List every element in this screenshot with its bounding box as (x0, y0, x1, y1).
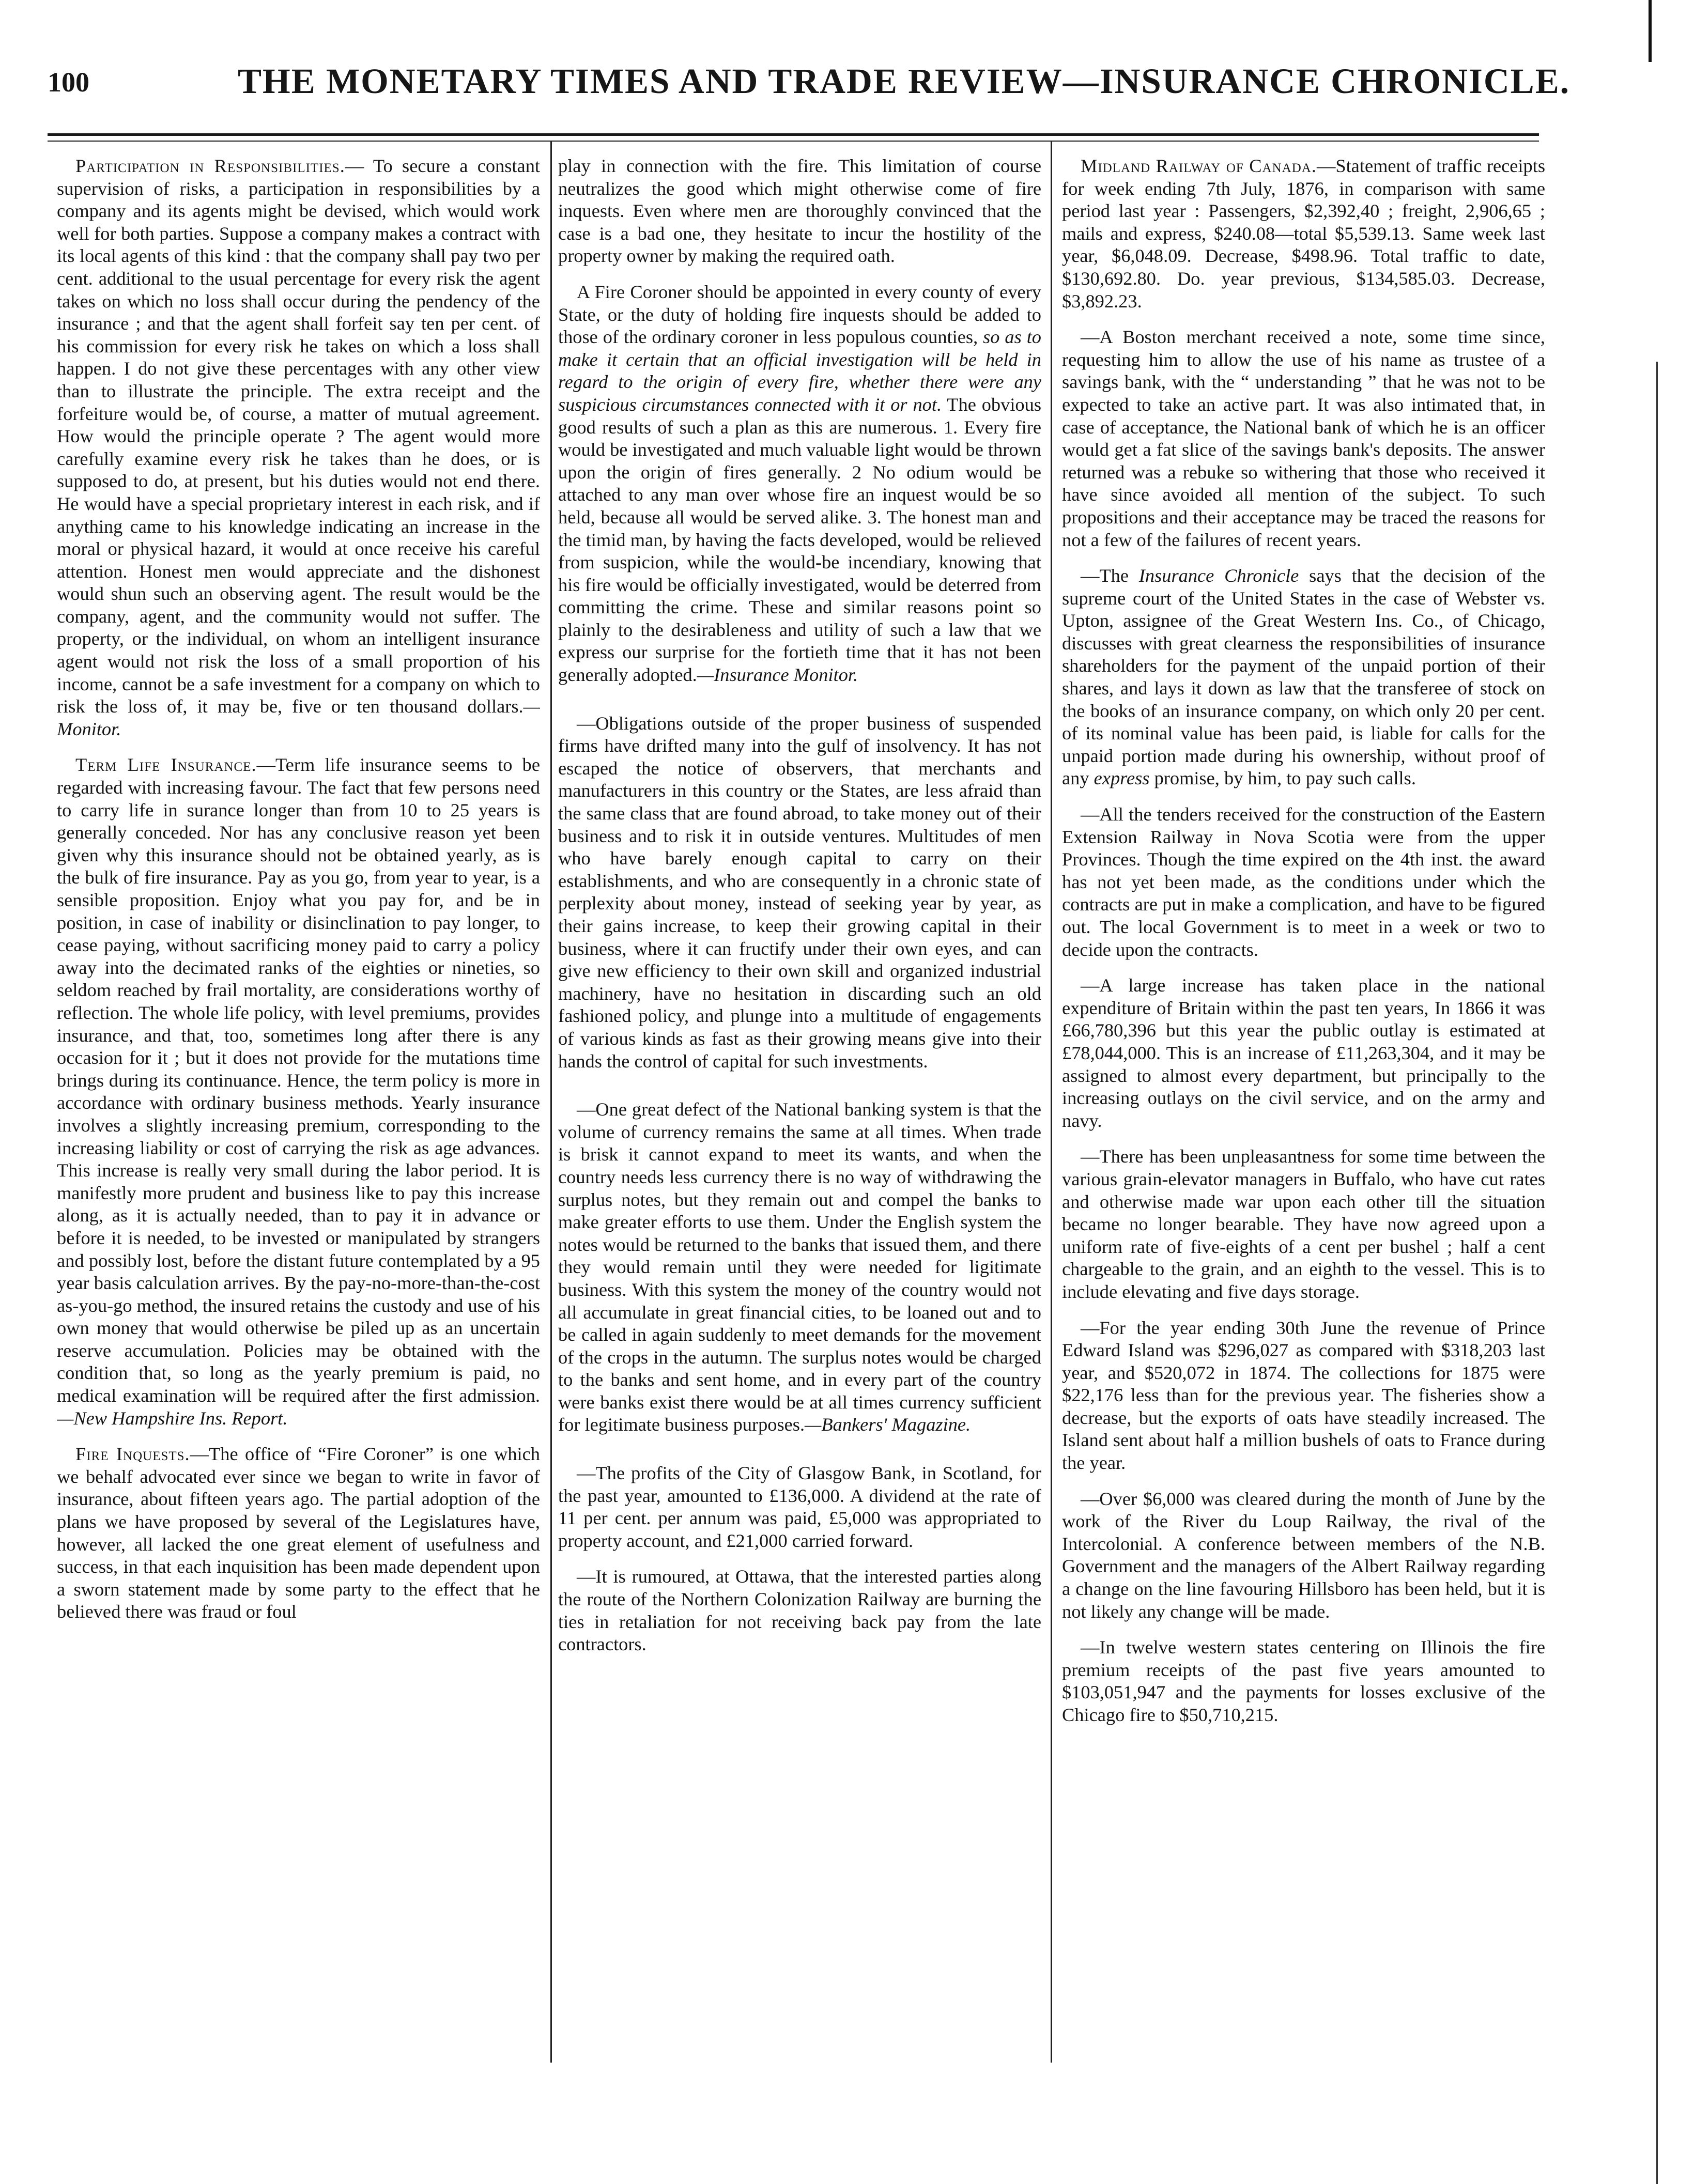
article-national-banking (558, 1098, 1041, 1436)
article-separator (558, 1450, 1041, 1462)
article-river-du-loup: —Over $6,000 was cleared during the month of June by the work of the River du Loup Railway, the rival of the Intercolonial. A conference between members of the N.B. Government and the managers of the Albert Railway regarding a change on the line favouring Hillsboro has been held, but it is not likely any change will be made. (1062, 1488, 1545, 1622)
article-midland-railway (1062, 155, 1545, 313)
column-divider-left (550, 141, 552, 2063)
article-boston-merchant: —A Boston merchant received a note, some time since, requesting him to allow the use of his name as trustee of a savings bank, with the “ understanding ” that he was not to be expected to take an active part. It was also intimated that, in case of acceptance, the National bank of which he is an officer would get a fat slice of the savings bank's deposits. The answer returned was a rebuke so withering that those who received it have since avoided all mention of the subject. To such propositions and their acceptance may be traced the reasons for not a few of the failures of recent years. (1062, 327, 1545, 550)
article-source: —Insurance Monitor. (697, 664, 858, 686)
page-number: 100 (48, 67, 89, 98)
article-heading: Participation in Responsibilities. (75, 156, 345, 176)
article-eastern-extension: —All the tenders received for the construction of the Eastern Extension Railway in Nova Scotia were from the upper Provinces. Though the time expired on the 4th inst. the award has not yet been made, as the conditions under which the contracts are put in make a complication, and have to be figured out. The local Government is to meet in a week or two to decide upon the contracts. (1062, 804, 1545, 960)
article-buffalo-grain: —There has been unpleasantness for some time between the various grain-elevator managers in Buffalo, who have cut rates and otherwise made war upon each other till the situation became no longer bearable. They have now agreed upon a uniform rate of five-eights of a cent per bushel ; half a cent chargeable to the grain, and an eighth to the vessel. This is to include elevating and five days storage. (1062, 1146, 1545, 1302)
article-body: —One great defect of the National banking system is that the volume of currency remains the same at all times. When trade is brisk it cannot expand to meet its wants, and when the country needs less currency there is no way of withdrawing the surplus notes, but they remain out and compel the banks to make greater efforts to use them. Under the English system the notes would be returned to the banks that issued them, and there they would remain until they were needed for ligitimate business. With this system the money of the country would not all accumulate in great financial cities, to be loaned out and to be called in again suddenly to meet demands for the movement of the crops in the autumn. The surplus notes would be charged to the banks and sent home, and in every part of the country were banks exist there would be at all times currency sufficient for legitimate business purposes. (558, 1099, 1041, 1435)
page-edge-line (1656, 362, 1658, 2184)
article-term-life (57, 754, 540, 1430)
article-emphasis: Insurance Chronicle (1138, 565, 1299, 586)
article-ottawa: —It is rumoured, at Ottawa, that the interested parties along the route of the Northern Colonization Railway are burning the ties in retaliation for not receiving back pay from the late contractors. (558, 1566, 1041, 1655)
article-body: —Term life insurance seems to be regarded with increasing favour. The fact that few persons need to carry life in surance longer than from 10 to 25 years is generally conceded. Nor has any conclusive reason yet been given why this insurance should not be obtained yearly, as is the bulk of fire insurance. Pay as you go, from year to year, is a sensible proposition. Enjoy what you pay for, and be in position, in case of inability or disinclination to pay longer, to cease paying, without sacrificing money paid to carry a policy away into the decimated ranks of the eighties or nineties, so seldom reached by frail mortality, are considerations worthy of reflection. The whole life policy, with level premiums, provides insurance, and that, too, sometimes long after there is any occasion for it ; but it does not provide for the mutations time brings during its continuance. Hence, the term policy is more in accordance with ordinary business methods. Yearly insurance involves a slightly increasing premium, corresponding to the increasing liability or cost of carrying the risk as age advances. This increase is really very small during the labor period. It is manifestly more prudent and business like to pay this increase along, as it is actually needed, than to pay it in advance or before it is needed, to be invested or manipulated by strangers and possibly lost, before the distant future contemplated by a 95 year basis calculation arrives. By the pay-no-more-than-the-cost as-you-go method, the insured retains the custody and use of his own money that would otherwise be piled up as an uncertain reserve accumulation. Policies may be obtained with the condition that, so long as the yearly premium is paid, no medical examination will be required after the first admission. (57, 754, 540, 1406)
article-body: promise, by him, to pay such calls. (1154, 768, 1416, 789)
article-separator (558, 1086, 1041, 1098)
article-heading: Fire Inquests. (75, 1444, 190, 1465)
article-body: A Fire Coroner should be appointed in every county of every State, or the duty of holding fire inquests should be added to those of the ordinary coroner in less populous counties, (558, 281, 1041, 348)
article-body: —The office of “Fire Coroner” is one which we behalf advocated ever since we began to write in favor of insurance, about fifteen years ago. The partial adoption of the plans we have proposed by several of the Legislatures have, however, all lacked the one great element of usefulness and success, in that each inquisition has been made dependent upon a sworn statement made by some party to the effect that he believed there was fraud or foul (57, 1444, 540, 1622)
article-source: —Monitor. (57, 696, 540, 739)
article-fire-inquests-continued: play in connection with the fire. This limitation of course neutralizes the good which might otherwise come of fire inquests. Even where men are thoroughly convinced that the case is a bad one, they hesitate to incur the hostility of the property owner by making the required oath. (558, 156, 1041, 267)
article-fire-inquests (57, 1443, 540, 1623)
article-insurance-chronicle (1062, 565, 1545, 790)
masthead-title: THE MONETARY TIMES AND TRADE REVIEW—INSURANCE CHRONICLE. (238, 61, 1570, 101)
article-body: — To secure a constant supervision of risks, a participation in responsibilities by a company and its agents might be devised, which would work well for both parties. Suppose a company makes a contract with its local agents of this kind : that the company shall pay two per cent. additional to the usual percentage for every risk the agent takes on which no loss shall occur during the pendency of the insurance ; and that the agent shall forfeit say ten per cent. of his commission for every risk he takes on which a loss shall happen. I do not give these percentages with any other view than to illustrate the principle. The extra receipt and the forfeiture would be, of course, a matter of mutual agreement. How would the principle operate ? The agent would more carefully examine every risk he takes than he does, or is supposed to do, at present, but his duties would not end there. He would have a special proprietary interest in each risk, and if anything came to his knowledge indicating an increase in the moral or physical hazard, it would at once receive his careful attention. Honest men would appreciate and the dishonest would shun such an observing agent. The result would be the company, agent, and the community would not suffer. The property, or the individual, on whom an intelligent insurance agent would not risk the loss of a small proportion of his income, cannot be a safe investment for a company on which to risk the loss of, it may be, five or ten thousand dollars. (57, 156, 540, 717)
article-britain-expenditure: —A large increase has taken place in the national expenditure of Britain within the past ten years, In 1866 it was £66,780,396 but this year the public outlay is estimated at £78,044,000. This is an increase of £11,263,304, and it may be assigned to almost every department, but principally to the increasing outlays on the civil service, and on the army and navy. (1062, 975, 1545, 1131)
article-heading: Term Life Insurance. (75, 754, 257, 776)
article-source: —New Hampshire Ins. Report. (57, 1407, 288, 1429)
column-divider-right (1051, 141, 1052, 2063)
article-heading: Midland Railway of Canada. (1081, 156, 1317, 176)
masthead-rule (48, 133, 1539, 136)
article-glasgow-bank: —The profits of the City of Glasgow Bank, in Scotland, for the past year, amounted to £136,000. A dividend at the rate of 11 per cent. per annum was paid, £5,000 was appropriated to property account, and £21,000 carried forward. (558, 1463, 1041, 1551)
article-fire-coroner (558, 281, 1041, 687)
article-emphasis: so as to make it certain that an official investigation will be held in regard to the origin of every fire, whether there were any suspicious circumstances connected with it or not. (558, 327, 1041, 415)
scan-margin-mark (1649, 0, 1652, 62)
article-participation (57, 155, 540, 740)
article-body: —The (1081, 565, 1129, 586)
article-body: —Statement of traffic receipts for week ending 7th July, 1876, in comparison with same period last year : Passengers, $2,392,40 ; freight, 2,906,65 ; mails and express, $240.08—total $5,539.13. Same week last year, $6,048.09. Decrease, $498.96. Total traffic to date, $130,692.80. Do. year previous, $134,585.03. Decrease, $3,892.23. (1062, 156, 1545, 312)
article-source: —Bankers' Magazine. (805, 1414, 971, 1435)
article-pei-revenue: —For the year ending 30th June the revenue of Prince Edward Island was $296,027 as compared with $318,203 last year, and $520,072 in 1874. The collections for 1875 were $22,176 less than for the previous year. The fisheries show a decrease, but the exports of oats have steadily increased. The Island sent about half a million bushels of oats to France during the year. (1062, 1317, 1545, 1474)
masthead-rule-thin (48, 141, 1539, 142)
article-obligations: —Obligations outside of the proper business of suspended firms have drifted many into the gulf of insolvency. It has not escaped the notice of observers, that merchants and manufacturers in this country or the States, are less afraid than the same class that are found abroad, to take money out of their business and to risk it in outside ventures. Multitudes of men who have barely enough capital to carry on their establishments, and who are consequently in a chronic state of perplexity about money, instead of seeking year by year, as their gains increase, to keep their growing capital in their business, where it can fructify under their own eyes, and can give new efficiency to their own skill and organized industrial machinery, have no hesitation in discarding such an old fashioned policy, and plunge into a multitude of engagements of various kinds as fast as their growing means give into their hands the control of capital for such investments. (558, 712, 1041, 1072)
article-western-states: —In twelve western states centering on Illinois the fire premium receipts of the past five years amounted to $103,051,947 and the payments for losses exclusive of the Chicago fire to $50,710,215. (1062, 1637, 1545, 1725)
column-right (1062, 155, 1545, 2108)
column-middle (558, 155, 1041, 2108)
article-emphasis: express (1094, 768, 1150, 789)
article-body: The obvious good results of such a plan as this are numerous. 1. Every fire would be investigated and much valuable light would be thrown upon the origin of fires generally. 2 No odium would be attached to any man over whose fire an inquest would be so held, because all would be served alike. 3. The honest man and the timid man, by having the facts developed, would be relieved from suspicion, while the would-be incendiary, knowing that his fire would be officially investigated, would be deterred from committing the crime. These and similar reasons point so plainly to the desirableness and utility of such a law that we express our surprise for the fortieth time that it has not been generally adopted. (558, 394, 1041, 686)
column-left (57, 155, 540, 2108)
article-body: says that the decision of the supreme court of the United States in the case of Webster vs. Upton, assignee of the Great Western Ins. Co., of Chicago, discusses with great clearness the responsibilities of insurance shareholders for the payment of the unpaid portion of their shares, and lays it down as law that the transferee of stock on the books of an insurance company, on which only 20 per cent. of its nominal value has been paid, is liable for calls for the unpaid portion made during his ownership, without proof of any (1062, 565, 1545, 789)
article-separator (558, 700, 1041, 712)
